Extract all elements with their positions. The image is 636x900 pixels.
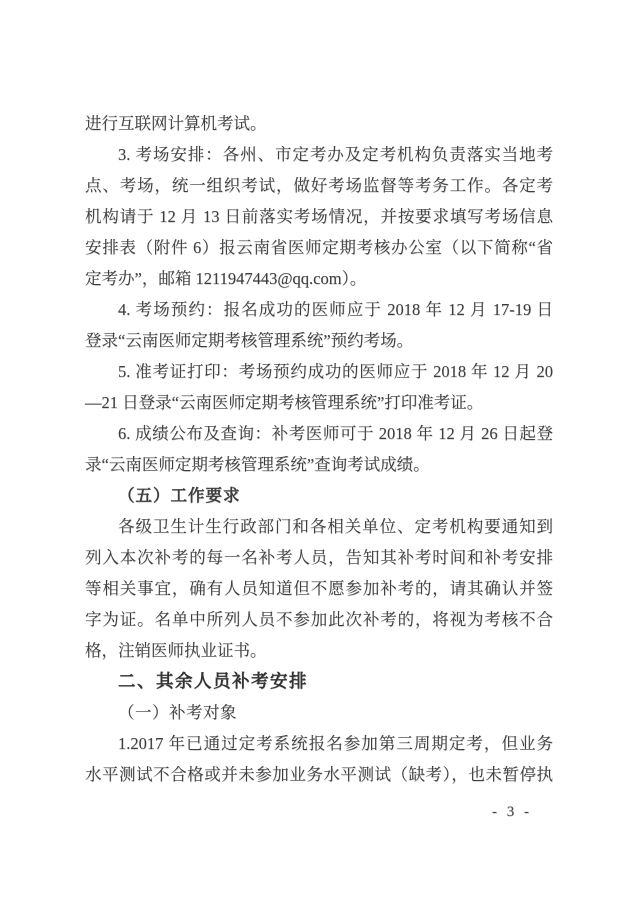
text-line-21: 1.2017 年已通过定考系统报名参加第三周期定考，但业务 bbox=[118, 734, 553, 753]
text-line-3: 点、考场，统一组织考试，做好考场监督等考务工作。各定考 bbox=[85, 176, 553, 195]
text-line-15: 列入本次补考的每一名补考人员，告知其补考时间和补考安排 bbox=[85, 548, 553, 567]
text-line-22: 水平测试不合格或并未参加业务水平测试（缺考），也未暂停执 bbox=[85, 765, 553, 784]
text-line-7: 4. 考场预约：报名成功的医师应于 2018 年 12 月 17-19 日 bbox=[118, 300, 553, 319]
text-line-16: 等相关事宜，确有人员知道但不愿参加补考的，请其确认并签 bbox=[85, 579, 553, 598]
text-line-11: 6. 成绩公布及查询：补考医师可于 2018 年 12 月 26 日起登 bbox=[118, 424, 553, 443]
text-line-10: —21 日登录“云南医师定期考核管理系统”打印准考证。 bbox=[85, 393, 484, 412]
text-line-6: 定考办”，邮箱 1211947443@qq.com）。 bbox=[85, 269, 367, 288]
text-line-20: （一）补考对象 bbox=[118, 703, 237, 722]
page-number: - 3 - bbox=[492, 804, 532, 820]
text-line-4: 机构请于 12 月 13 日前落实考场情况，并按要求填写考场信息 bbox=[85, 207, 553, 226]
text-line-5: 安排表（附件 6）报云南省医师定期考核办公室（以下简称“省 bbox=[85, 238, 553, 257]
text-line-8: 登录“云南医师定期考核管理系统”预约考场。 bbox=[85, 331, 414, 350]
text-line-18: 格，注销医师执业证书。 bbox=[85, 641, 267, 660]
document-body bbox=[85, 108, 553, 790]
text-line-13: （五）工作要求 bbox=[118, 486, 241, 505]
text-line-1: 进行互联网计算机考试。 bbox=[85, 114, 267, 133]
text-line-2: 3. 考场安排：各州、市定考办及定考机构负责落实当地考 bbox=[118, 145, 553, 164]
text-line-19: 二、其余人员补考安排 bbox=[118, 671, 308, 691]
text-line-9: 5. 准考证打印：考场预约成功的医师应于 2018 年 12 月 20 bbox=[118, 362, 553, 381]
text-line-12: 录“云南医师定期考核管理系统”查询考试成绩。 bbox=[85, 455, 430, 474]
text-line-17: 字为证。名单中所列人员不参加此次补考的，将视为考核不合 bbox=[85, 610, 553, 629]
text-line-14: 各级卫生计生行政部门和各相关单位、定考机构要通知到 bbox=[118, 517, 553, 536]
